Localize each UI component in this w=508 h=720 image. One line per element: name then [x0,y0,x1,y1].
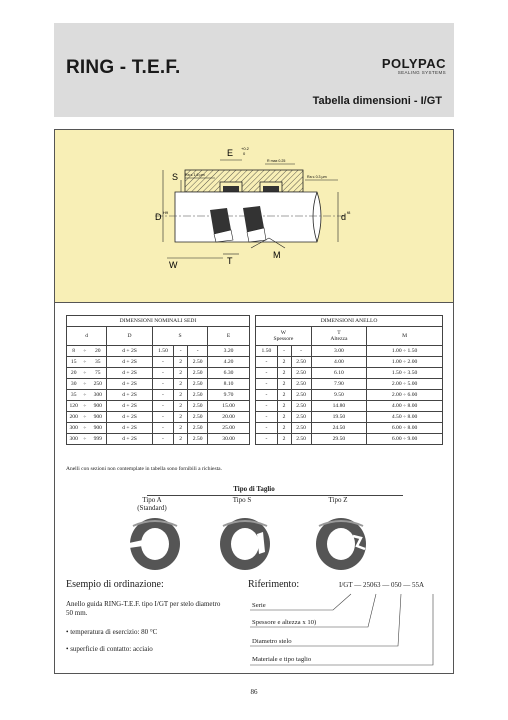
col-header-W: W Spessore [256,327,311,346]
cell-D: d + 2S [107,390,152,401]
cell-T: 24.50 [311,423,367,434]
page-title: RING - T.E.F. [66,57,181,78]
col-header-M: M [367,327,443,346]
col-header-D: D [107,327,152,346]
cell-d-max: 900 [89,423,107,434]
col-header-S: S [152,327,207,346]
cell-W-b: 2 [277,379,291,390]
cell-W-a: 1.50 [256,346,277,357]
cell-sep: ÷ [80,434,89,445]
cell-W-c: 2.50 [291,423,311,434]
cell-M: 1.00 ÷ 1.50 [367,346,443,357]
page-header [54,23,454,117]
cell-W-a: - [256,434,277,445]
cell-d-max: 35 [89,357,107,368]
cell-W-c: 2.50 [291,390,311,401]
group-header-seats: DIMENSIONI NOMINALI SEDI [67,316,250,327]
label-d: d [341,212,347,222]
table-row [67,390,443,401]
cell-M: 2.00 ÷ 5.00 [367,379,443,390]
cell-sep: ÷ [80,346,89,357]
cell-S-a: - [152,412,173,423]
table-row [67,434,443,445]
cell-S-a: - [152,357,173,368]
cell-W-b: 2 [277,434,291,445]
cell-E: 3.20 [208,346,250,357]
table-row [67,357,443,368]
cell-W-c: 2.50 [291,357,311,368]
table-group-header-row [67,316,443,327]
table-row [67,368,443,379]
technical-drawing-panel [55,130,453,303]
cell-E: 9.70 [208,390,250,401]
reference-item-diametro: Diametro stelo [252,638,292,645]
reference-item-materiale: Materiale e tipo taglio [252,656,312,663]
cell-T: 19.50 [311,412,367,423]
cell-S-c: - [188,346,208,357]
cell-T: 7.90 [311,379,367,390]
cell-d-min: 300 [67,434,81,445]
cell-d-min: 200 [67,412,81,423]
table-row [67,379,443,390]
cell-S-b: 2 [174,368,188,379]
cell-E: 6.30 [208,368,250,379]
cell-S-a: 1.50 [152,346,173,357]
table-row [67,412,443,423]
cell-S-b: 2 [174,412,188,423]
order-bullet-surface: • superficie di contatto: acciaio [66,645,153,653]
cell-W-a: - [256,357,277,368]
cell-E: 20.00 [208,412,250,423]
cell-D: d + 2S [107,423,152,434]
cell-E: 15.00 [208,401,250,412]
cell-W-c: 2.50 [291,401,311,412]
tolerance-upper: +0.2 [241,146,249,151]
label-W: W [169,260,178,270]
label-S: S [172,172,179,182]
cell-S-c: 2.50 [188,357,208,368]
cell-W-b: 2 [277,401,291,412]
cell-S-a: - [152,379,173,390]
cell-W-a: - [256,401,277,412]
col-header-E: E [208,327,250,346]
cell-M: 4.00 ÷ 8.00 [367,401,443,412]
table-column-header-row [67,327,443,346]
cell-S-b: 2 [174,379,188,390]
cell-W-b: 2 [277,357,291,368]
cell-d-min: 35 [67,390,81,401]
cell-S-b: 2 [174,401,188,412]
cut-type-z-label: Tipo Z [328,496,348,504]
cell-W-b: 2 [277,423,291,434]
ring-section-left [223,186,239,192]
label-D-fit: H9 [163,210,169,215]
content-frame [54,129,454,674]
reference-item-serie: Serie [252,602,266,609]
radius-note: R max 0.25 [267,159,286,163]
tolerance-lower: 0 [243,151,246,156]
cell-S-a: - [152,390,173,401]
cell-E: 25.00 [208,423,250,434]
cell-d-max: 250 [89,379,107,390]
ring-tipo-s-icon [215,516,275,572]
cell-S-b: 2 [174,434,188,445]
cell-W-c: - [291,346,311,357]
page-subtitle: Tabella dimensioni - I/GT [312,95,442,107]
order-example-text: Anello guida RING-T.E.F. tipo I/GT per stelo diametro 50 mm. [66,600,221,617]
ring-tipo-a-icon [125,516,185,572]
cell-W-c: 2.50 [291,379,311,390]
cut-type-a-label: Tipo A (Standard) [137,496,167,512]
cell-sep: ÷ [80,401,89,412]
cell-W-b: 2 [277,390,291,401]
cell-T: 29.50 [311,434,367,445]
cell-d-max: 999 [89,434,107,445]
cell-sep: ÷ [80,368,89,379]
cell-W-c: 2.50 [291,434,311,445]
page-number: 86 [250,688,258,696]
cell-T: 6.10 [311,368,367,379]
brand-logo: POLYPAC [381,56,446,71]
cell-d-max: 300 [89,390,107,401]
cell-D: d + 2S [107,379,152,390]
cell-S-b: 2 [174,390,188,401]
col-header-d: d [67,327,107,346]
label-D: D [155,212,162,222]
brand-tagline: SEALING SYSTEMS [397,70,446,75]
cell-S-c: 2.50 [188,368,208,379]
order-bullet-temperature: • temperatura di esercizio: 80 °C [66,628,158,636]
cell-W-b: 2 [277,412,291,423]
roughness-groove: Ra ≤ 1.6 µm [185,173,205,177]
table-row [67,423,443,434]
cell-S-c: 2.50 [188,379,208,390]
cell-d-max: 20 [89,346,107,357]
cell-sep: ÷ [80,390,89,401]
cell-W-b: 2 [277,368,291,379]
cell-S-a: - [152,368,173,379]
cell-d-min: 15 [67,357,81,368]
reference-item-spessore: Spessore e altezza x 10) [252,619,317,626]
label-E: E [227,148,234,158]
cell-S-b: 2 [174,357,188,368]
cell-M: 2.00 ÷ 6.00 [367,390,443,401]
ring-tipo-z-icon [311,516,371,572]
cell-T: 14.80 [311,401,367,412]
cell-W-a: - [256,390,277,401]
table-body [67,346,443,445]
cell-W-a: - [256,379,277,390]
cell-S-c: 2.50 [188,423,208,434]
roughness-rod: Ra ≤ 0.3 µm [307,175,327,179]
reference-code: I/GT — 25063 — 050 — 55A [339,581,425,589]
cut-type-s-label: Tipo S [232,496,252,504]
cell-D: d + 2S [107,346,152,357]
table-row [67,401,443,412]
table-row [67,346,443,357]
cell-W-a: - [256,423,277,434]
dimensions-table [66,315,443,445]
cell-T: 3.00 [311,346,367,357]
cell-sep: ÷ [80,379,89,390]
cell-E: 4.20 [208,357,250,368]
cell-M: 6.00 ÷ 8.00 [367,423,443,434]
ring-section-right [263,186,279,192]
cell-S-a: - [152,423,173,434]
cell-S-c: 2.50 [188,401,208,412]
col-header-T: T Altezza [311,327,367,346]
cell-d-max: 900 [89,412,107,423]
cell-d-min: 120 [67,401,81,412]
cell-M: 1.00 ÷ 2.00 [367,357,443,368]
cut-types-title: Tipo di Taglio [233,485,275,493]
cell-sep: ÷ [80,412,89,423]
table-note: Anelli con sezioni non contemplate in tabella sono fornibili a richiesta. [66,466,222,472]
group-header-ring: DIMENSIONI ANELLO [256,316,443,327]
cell-W-b: - [277,346,291,357]
cell-W-a: - [256,412,277,423]
cell-d-max: 75 [89,368,107,379]
cell-S-b: 2 [174,423,188,434]
cell-M: 6.00 ÷ 9.00 [367,434,443,445]
label-M: M [273,250,281,260]
cell-sep: ÷ [80,357,89,368]
reference-label: Riferimento: [248,579,300,590]
cell-T: 9.50 [311,390,367,401]
cell-S-b: - [174,346,188,357]
cell-T: 4.00 [311,357,367,368]
cell-d-min: 20 [67,368,81,379]
cell-d-max: 900 [89,401,107,412]
cell-d-min: 30 [67,379,81,390]
cell-E: 8.10 [208,379,250,390]
cell-D: d + 2S [107,434,152,445]
cell-D: d + 2S [107,401,152,412]
cell-M: 4.50 ÷ 8.00 [367,412,443,423]
cell-D: d + 2S [107,357,152,368]
cell-W-c: 2.50 [291,368,311,379]
label-T: T [227,256,233,266]
cell-d-min: 300 [67,423,81,434]
cell-S-a: - [152,434,173,445]
cell-S-c: 2.50 [188,390,208,401]
cell-S-c: 2.50 [188,434,208,445]
cell-sep: ÷ [80,423,89,434]
label-d-fit: f8 [347,210,351,215]
cell-W-c: 2.50 [291,412,311,423]
cell-S-c: 2.50 [188,412,208,423]
cell-M: 1.50 ÷ 3.50 [367,368,443,379]
technical-drawing [55,130,453,302]
cell-W-a: - [256,368,277,379]
cell-D: d + 2S [107,368,152,379]
cell-S-a: - [152,401,173,412]
cell-d-min: 8 [67,346,81,357]
cell-E: 30.00 [208,434,250,445]
order-example-title: Esempio di ordinazione: [66,579,164,590]
cell-D: d + 2S [107,412,152,423]
